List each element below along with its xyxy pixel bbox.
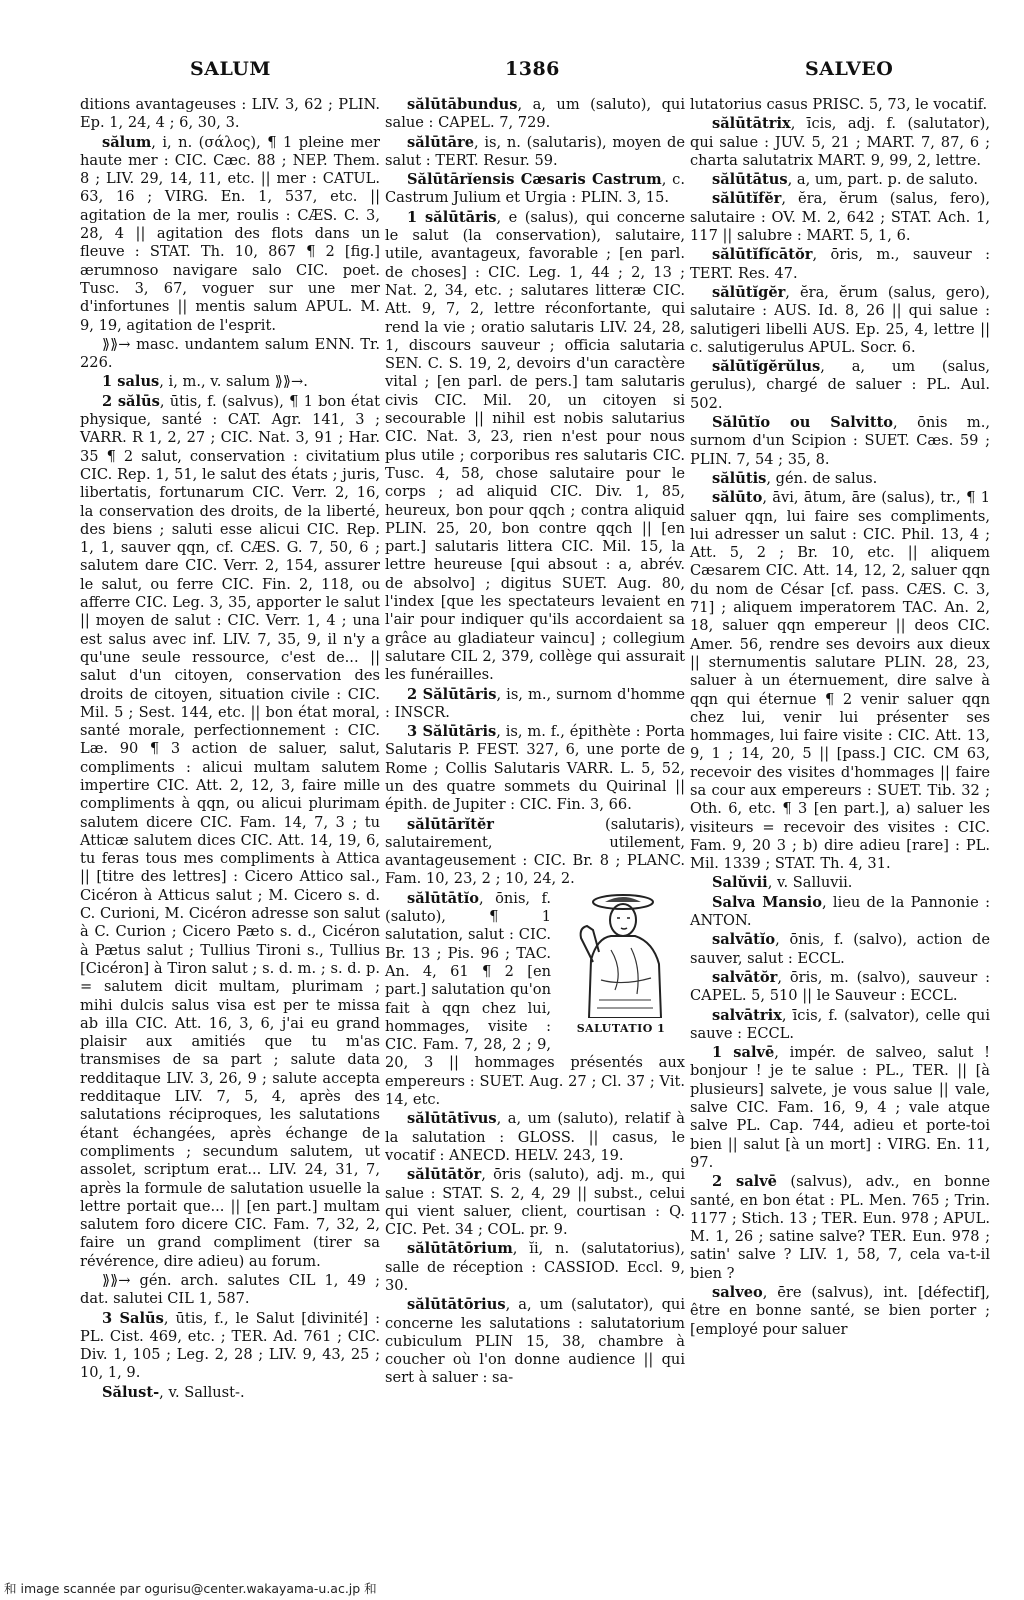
dictionary-entry: Sălust-, v. Sallust-. — [102, 1383, 245, 1401]
salutatio-illustration — [557, 890, 685, 1038]
headword: 2 Sălūtāris — [407, 685, 497, 703]
dictionary-entry: 2 Sălūtāris, is, m., surnom d'homme : INSCR. — [385, 685, 685, 721]
dictionary-entry: sălūtĭfĭcātŏr, ōris, m., sauveur : TERT. Res. 47. — [690, 246, 990, 282]
dictionary-entry: 3 Salūs, ūtis, f., le Salut [divinité] : PL. Cist. 469, etc. ; TER. Ad. 761 ; CIC. Div. 1, 105 ; Leg. 2, 28 ; LIV. 9, 43, 25 ; 10, 1, 9. — [80, 1309, 380, 1382]
headword: 1 salvē — [712, 1044, 775, 1062]
headword: salvātŏr — [712, 968, 778, 986]
dictionary-entry: sălum, i, n. (σάλος), ¶ 1 pleine mer haute mer : CIC. Cæc. 88 ; NEP. Them. 8 ; LIV. 29, 14, 11, etc. || mer : CATUL. 63, 16 ; VIRG. En. 1, 537, etc. || agitation de la mer, roulis : CÆS. C. 3, 28, 4 || agitation des flots dans un fleuve : STAT. Th. 10, 867 ¶ 2 [fig.] ærumnoso navigare salo CIC. poet. Tusc. 3, 67, voguer sur une mer d'infortunes || mentis salum APUL. M. 9, 19, agitation de l'esprit. — [80, 133, 380, 334]
scan-credit-footer: 和 image scannée par ogurisu@center.wakayama-u.ac.jp 和 — [4, 1581, 377, 1596]
dictionary-entry: Salŭvii, v. Salluvii. — [712, 874, 853, 892]
headword: Sălūtĭo ou Salvitto — [712, 414, 894, 432]
dictionary-entry: 1 salus, i, m., v. salum ⟫⟫→. — [102, 373, 308, 391]
figure-caption: SALUTATIO 1 — [576, 1021, 666, 1035]
dictionary-entry: sălūtĭgĕrŭlus, a, um (salus, gerulus), chargé de saluer : PL. Aul. 502. — [690, 358, 990, 412]
headword: sălūtĭgĕrŭlus — [712, 358, 821, 376]
headword: sălūto — [712, 489, 763, 507]
headword: sălum — [102, 133, 152, 151]
dictionary-entry: 2 salvē (salvus), adv., en bonne santé, en bon état : PL. Men. 765 ; Trin. 1177 ; Stich. 13 ; TER. Eun. 978 ; APUL. M. 1, 26 ; satine salve? TER. Eun. 978 ; satin' salve ? LIV. 1, 58, 7, cela va-t-il bien ? — [690, 1173, 990, 1282]
dictionary-entry: sălūtātŏr, ōris (saluto), adj. m., qui salue : STAT. S. 2, 4, 29 || subst., celui qui vient saluer, client, courtisan : Q. CIC. Pet. 34 ; COL. pr. 9. — [385, 1166, 685, 1239]
dictionary-entry: sălūto, āvi, ātum, āre (salus), tr., ¶ 1 saluer qqn, lui faire ses compliments, lui adresser un salut : CIC. Phil. 13, 4 ; Att. 5, 2 ; Br. 10, etc. || aliquem Cæsarem CIC. Att. 14, 12, 2, saluer qqn du nom de César [cf. pass. CÆS. C. 3, 71] ; aliquem imperatorem TAC. An. 2, 18, saluer qqn empereur || deos CIC. Amer. 56, rendre ses devoirs aux dieux || sternumentis salutare PLIN. 28, 23, saluer à un éternuement, dire salve à qqn qui éternue ¶ 2 venir saluer qqn chez lui, venir lui présenter ses hommages, lui faire visite : CIC. Att. 13, 9, 1 ; 14, 20, 5 || [pass.] CIC. CM 63, recevoir des visites d'hommages || faire sa cour aux empereurs : SUET. Tib. 32 ; Oth. 6, etc. ¶ 3 [en part.], a) saluer les visiteurs = recevoir des visites : CIC. Fam. 9, 20 3 ; b) dire adieu [rare] : PL. Mil. 1339 ; STAT. Th. 4, 31. — [690, 489, 990, 873]
headword: Sălūtārĭensis Cæsaris Castrum — [407, 171, 662, 189]
column-1 — [80, 96, 380, 1403]
page-number: 1386 — [505, 58, 560, 80]
dictionary-entry: sălūtĭfĕr, ĕra, ĕrum (salus, fero), salutaire : OV. M. 2, 642 ; STAT. Ach. 1, 117 || salubre : MART. 5, 1, 6. — [690, 190, 990, 245]
headword: 2 sălūs — [102, 392, 160, 410]
headword: sălūtis — [712, 469, 767, 487]
headword: 3 Salūs — [102, 1309, 164, 1327]
dictionary-entry: sălūtātōrium, ĭi, n. (salutatorius), salle de réception : CASSIOD. Eccl. 9, 30. — [385, 1240, 685, 1294]
headword: sălūtĭgĕr — [712, 283, 786, 301]
dictionary-entry: salveo, ēre (salvus), int. [défectif], être en bonne santé, se bien porter ; [employé pour saluer — [690, 1284, 990, 1338]
headword: sălūtābundus — [407, 96, 518, 113]
dictionary-entry: ⟫⟫→ gén. arch. salutes CIL 1, 49 ; dat. salutei CIL 1, 587. — [80, 1272, 380, 1308]
right-guide-word: SALVEO — [805, 58, 894, 80]
dictionary-entry: sălūtātōrius, a, um (salutator), qui concerne les salutations : salutatorium cubiculum PLIN 15, 38, chambre à coucher où l'on donne audience || qui sert à saluer : sa- — [385, 1296, 685, 1387]
headword: salvātrix — [712, 1006, 782, 1024]
dictionary-entry: sălūtĭgĕr, ĕra, ĕrum (salus, gero), salutaire : AUS. Id. 8, 26 || qui salue : salutigeri libelli AUS. Ep. 25, 4, lettre || c. salutigerulus APUL. Socr. 6. — [690, 283, 990, 356]
left-guide-word: SALUM — [190, 58, 271, 80]
dictionary-entry: lutatorius casus PRISC. 5, 73, le vocatif. — [690, 96, 988, 113]
dictionary-entry: 3 Sălūtāris, is, m. f., épithète : Porta Salutaris P. FEST. 327, 6, une porte de Rome ; Collis Salutaris VARR. L. 5, 52, un des quatre sommets du Quirinal || épith. de Jupiter : CIC. Fin. 3, 66. — [385, 723, 685, 814]
headword: sălūtātōrium — [407, 1240, 513, 1258]
dictionary-entry: Sălūtĭo ou Salvitto, ōnis m., surnom d'un Scipion : SUET. Cæs. 59 ; PLIN. 7, 54 ; 35, 8. — [690, 414, 991, 468]
dictionary-entry: sălūtis, gén. de salus. — [712, 469, 878, 487]
headword: salveo — [712, 1284, 763, 1301]
headword: Salŭvii — [712, 874, 768, 892]
headword: salvātĭo — [712, 931, 776, 949]
dictionary-entry: ⟫⟫→ masc. undantem salum ENN. Tr. 226. — [80, 335, 380, 372]
dictionary-entry: sălūtātrix, īcis, adj. f. (salutator), qui salue : JUV. 5, 21 ; MART. 7, 87, 6 ; charta salutatrix MART. 9, 99, 2, lettre. — [690, 115, 990, 169]
headword: Salva Mansio — [712, 893, 822, 911]
dictionary-entry: Sălūtārĭensis Cæsaris Castrum, c. Castrum Julium et Urgia : PLIN. 3, 15. — [385, 171, 685, 207]
headword: sălūtārĭtĕr — [407, 815, 494, 833]
dictionary-entry: salvātrix, īcis, f. (salvator), celle qui sauve : ECCL. — [690, 1006, 990, 1042]
dictionary-entry: sălūtātus, a, um, part. p. de saluto. — [712, 171, 979, 189]
page-header — [0, 58, 1024, 88]
dictionary-entry: sălūtāre, is, n. (salutaris), moyen de salut : TERT. Resur. 59. — [385, 133, 685, 169]
dictionary-entry: sălūtārĭtĕr (salutaris), salutairement, utilement, avantageusement : CIC. Br. 8 ; PLANC. Fam. 10, 23, 2 ; 10, 24, 2. — [385, 815, 685, 888]
dictionary-entry: sălūtābundus, a, um (saluto), qui salue : CAPEL. 7, 729. — [385, 96, 685, 132]
headword: 2 salvē — [712, 1173, 777, 1191]
headword: sălūtātōrius — [407, 1296, 506, 1314]
headword: 3 Sălūtāris — [407, 723, 497, 741]
column-3 — [690, 96, 990, 1340]
headword: sălūtātrix — [712, 115, 791, 133]
headword: 1 salus — [102, 373, 160, 391]
headword: sălūtĭfĕr — [712, 190, 782, 208]
dictionary-entry: ditions avantageuses : LIV. 3, 62 ; PLIN. Ep. 1, 24, 4 ; 6, 30, 3. — [80, 96, 380, 132]
column-2 — [385, 96, 685, 1389]
dictionary-entry: 1 salvē, impér. de salveo, salut ! bonjour ! je te salue : PL., TER. || [à plusieurs] salvete, je vous salue || vale, salve CIC. Fam. 16, 9, 4 ; vale atque salve PL. Cap. 744, adieu et porte-toi bien || salut [à un mort] : VIRG. En. 11, 97. — [690, 1044, 990, 1171]
dictionary-entry: salvātĭo, ōnis, f. (salvo), action de sauver, salut : ECCL. — [690, 931, 990, 967]
dictionary-entry: 2 sălūs, ūtis, f. (salvus), ¶ 1 bon état physique, santé : CAT. Agr. 141, 3 ; VARR. R 1, 2, 27 ; CIC. Nat. 3, 91 ; Har. 35 ¶ 2 salut, conservation : civitatium CIC. Rep. 1, 51, le salut des états ; juris, libertatis, fortunarum CIC. Verr. 2, 16, la conservation des droits, de la liberté, des biens ; saluti esse alicui CIC. Rep. 1, 1, sauver qqn, cf. CÆS. G. 7, 50, 6 ; salutem dare CIC. Verr. 2, 154, assurer le salut, ou ferre CIC. Fin. 2, 118, ou afferre CIC. Leg. 3, 35, apporter le salut || moyen de salut : CIC. Verr. 1, 4 ; una est salus avec inf. LIV. 7, 35, 9, il n'y a qu'une seule ressource, c'est de... || salut d'un citoyen, conservation des droits de citoyen, situation civile : CIC. Mil. 5 ; Sest. 144, etc. || bon état moral, santé morale, perfectionnement : CIC. Læ. 90 ¶ 3 action de saluer, salut, compliments : alicui multam salutem impertire CIC. Att. 2, 12, 3, faire mille compliments à qqn, ou alicui plurimam salutem dicere CIC. Fam. 14, 7, 3 ; tu Atticæ salutem dices CIC. Att. 14, 19, 6, tu feras tous mes compliments à Attica || [titre des lettres] : Cicero Attico sal., Cicéron à Atticus salut ; M. Cicero s. d. C. Curioni, M. Cicéron adresse son salut à C. Curion ; Cicero Pæto s. d., Cicéron à Pætus salut ; Tullius Tironi s., Tullius [Cicéron] à Tiron salut ; s. d. m. ; s. d. p. = salutem dicit multam, plurimam ; mihi dulcis salus visa est per te missa ab illa CIC. Att. 16, 3, 6, j'ai eu grand plaisir aux amitiés que tu m'as transmises de sa part ; salute data redditaque LIV. 3, 26, 9 ; salute accepta redditaque LIV. 7, 5, 4, après des salutations réciproques, les salutations étant échangées, après échange de compliments ; secundum salutem, ut assolet, scriptum erat... LIV. 24, 31, 7, après la formule de salutation usuelle la lettre portait que... || [en part.] multam salutem foro dicere CIC. Fam. 7, 32, 2, faire un grand compliment (tirer sa révérence, dire adieu) au forum. — [80, 392, 380, 1270]
headword: sălūtāre — [407, 133, 474, 151]
salutation-figure-icon — [571, 890, 671, 1018]
dictionary-entry: sălūtātĭo, ōnis, f. (saluto), ¶ 1 salutation, salut : CIC. Br. 13 ; Pis. 96 ; TAC. An. 4, 61 ¶ 2 [en part.] salutation qu'on fait à qqn chez lui, hommages, visite : CIC. Fam. 7, 28, 2 ; 9, 20, 3 || hommages présentés aux empereurs : SUET. Aug. 27 ; Cl. 37 ; Vit. 14, etc. — [385, 889, 685, 1109]
dictionary-entry: salvātŏr, ōris, m. (salvo), sauveur : CAPEL. 5, 510 || le Sauveur : ECCL. — [690, 968, 990, 1005]
headword: sălūtātus — [712, 171, 788, 189]
headword: sălūtātīvus — [407, 1110, 497, 1128]
headword: sălūtātĭo — [407, 889, 480, 907]
dictionary-entry: Salva Mansio, lieu de la Pannonie : ANTON. — [690, 893, 990, 930]
dictionary-entry: sălūtātīvus, a, um (saluto), relatif à la salutation : GLOSS. || casus, le vocatif : ANECD. HELV. 243, 19. — [385, 1110, 685, 1164]
headword: Sălust- — [102, 1383, 160, 1401]
headword: 1 sălūtāris — [407, 208, 497, 226]
headword: sălūtātŏr — [407, 1166, 482, 1184]
headword: sălūtĭfĭcātŏr — [712, 246, 813, 264]
dictionary-entry: 1 sălūtāris, e (salus), qui concerne le salut (la conservation), salutaire, utile, avantageux, favorable ; [en parl. de choses] : CIC. Leg. 1, 44 ; 2, 13 ; Nat. 2, 34, etc. ; salutares litteræ CIC. Att. 9, 7, 2, lettre réconfortante, qui rend la vie ; oratio salutaris LIV. 24, 28, 1, discours sauveur ; officia salutaria SEN. C. S. 19, 2, devoirs d'un caractère vital ; [en parl. de pers.] tam salutaris civis CIC. Mil. 20, un citoyen si secourable || nihil est nobis salutarius CIC. Nat. 3, 23, rien n'est pour nous plus utile ; corporibus res salutaris CIC. Tusc. 4, 58, chose salutaire pour le corps ; ad aliquid CIC. Div. 1, 85, heureux, bon pour qqch ; contra aliquid PLIN. 25, 20, bon contre qqch || [en part.] salutaris littera CIC. Mil. 15, la lettre heureuse [qui absout : a, abrév. de absolvo] ; digitus SUET. Aug. 80, l'index [que les spectateurs levaient en l'air pour indiquer qu'ils accordaient sa grâce au gladiateur vaincu] ; collegium salutare CIL 2, 379, collège qui assurait les funérailles. — [385, 208, 685, 684]
